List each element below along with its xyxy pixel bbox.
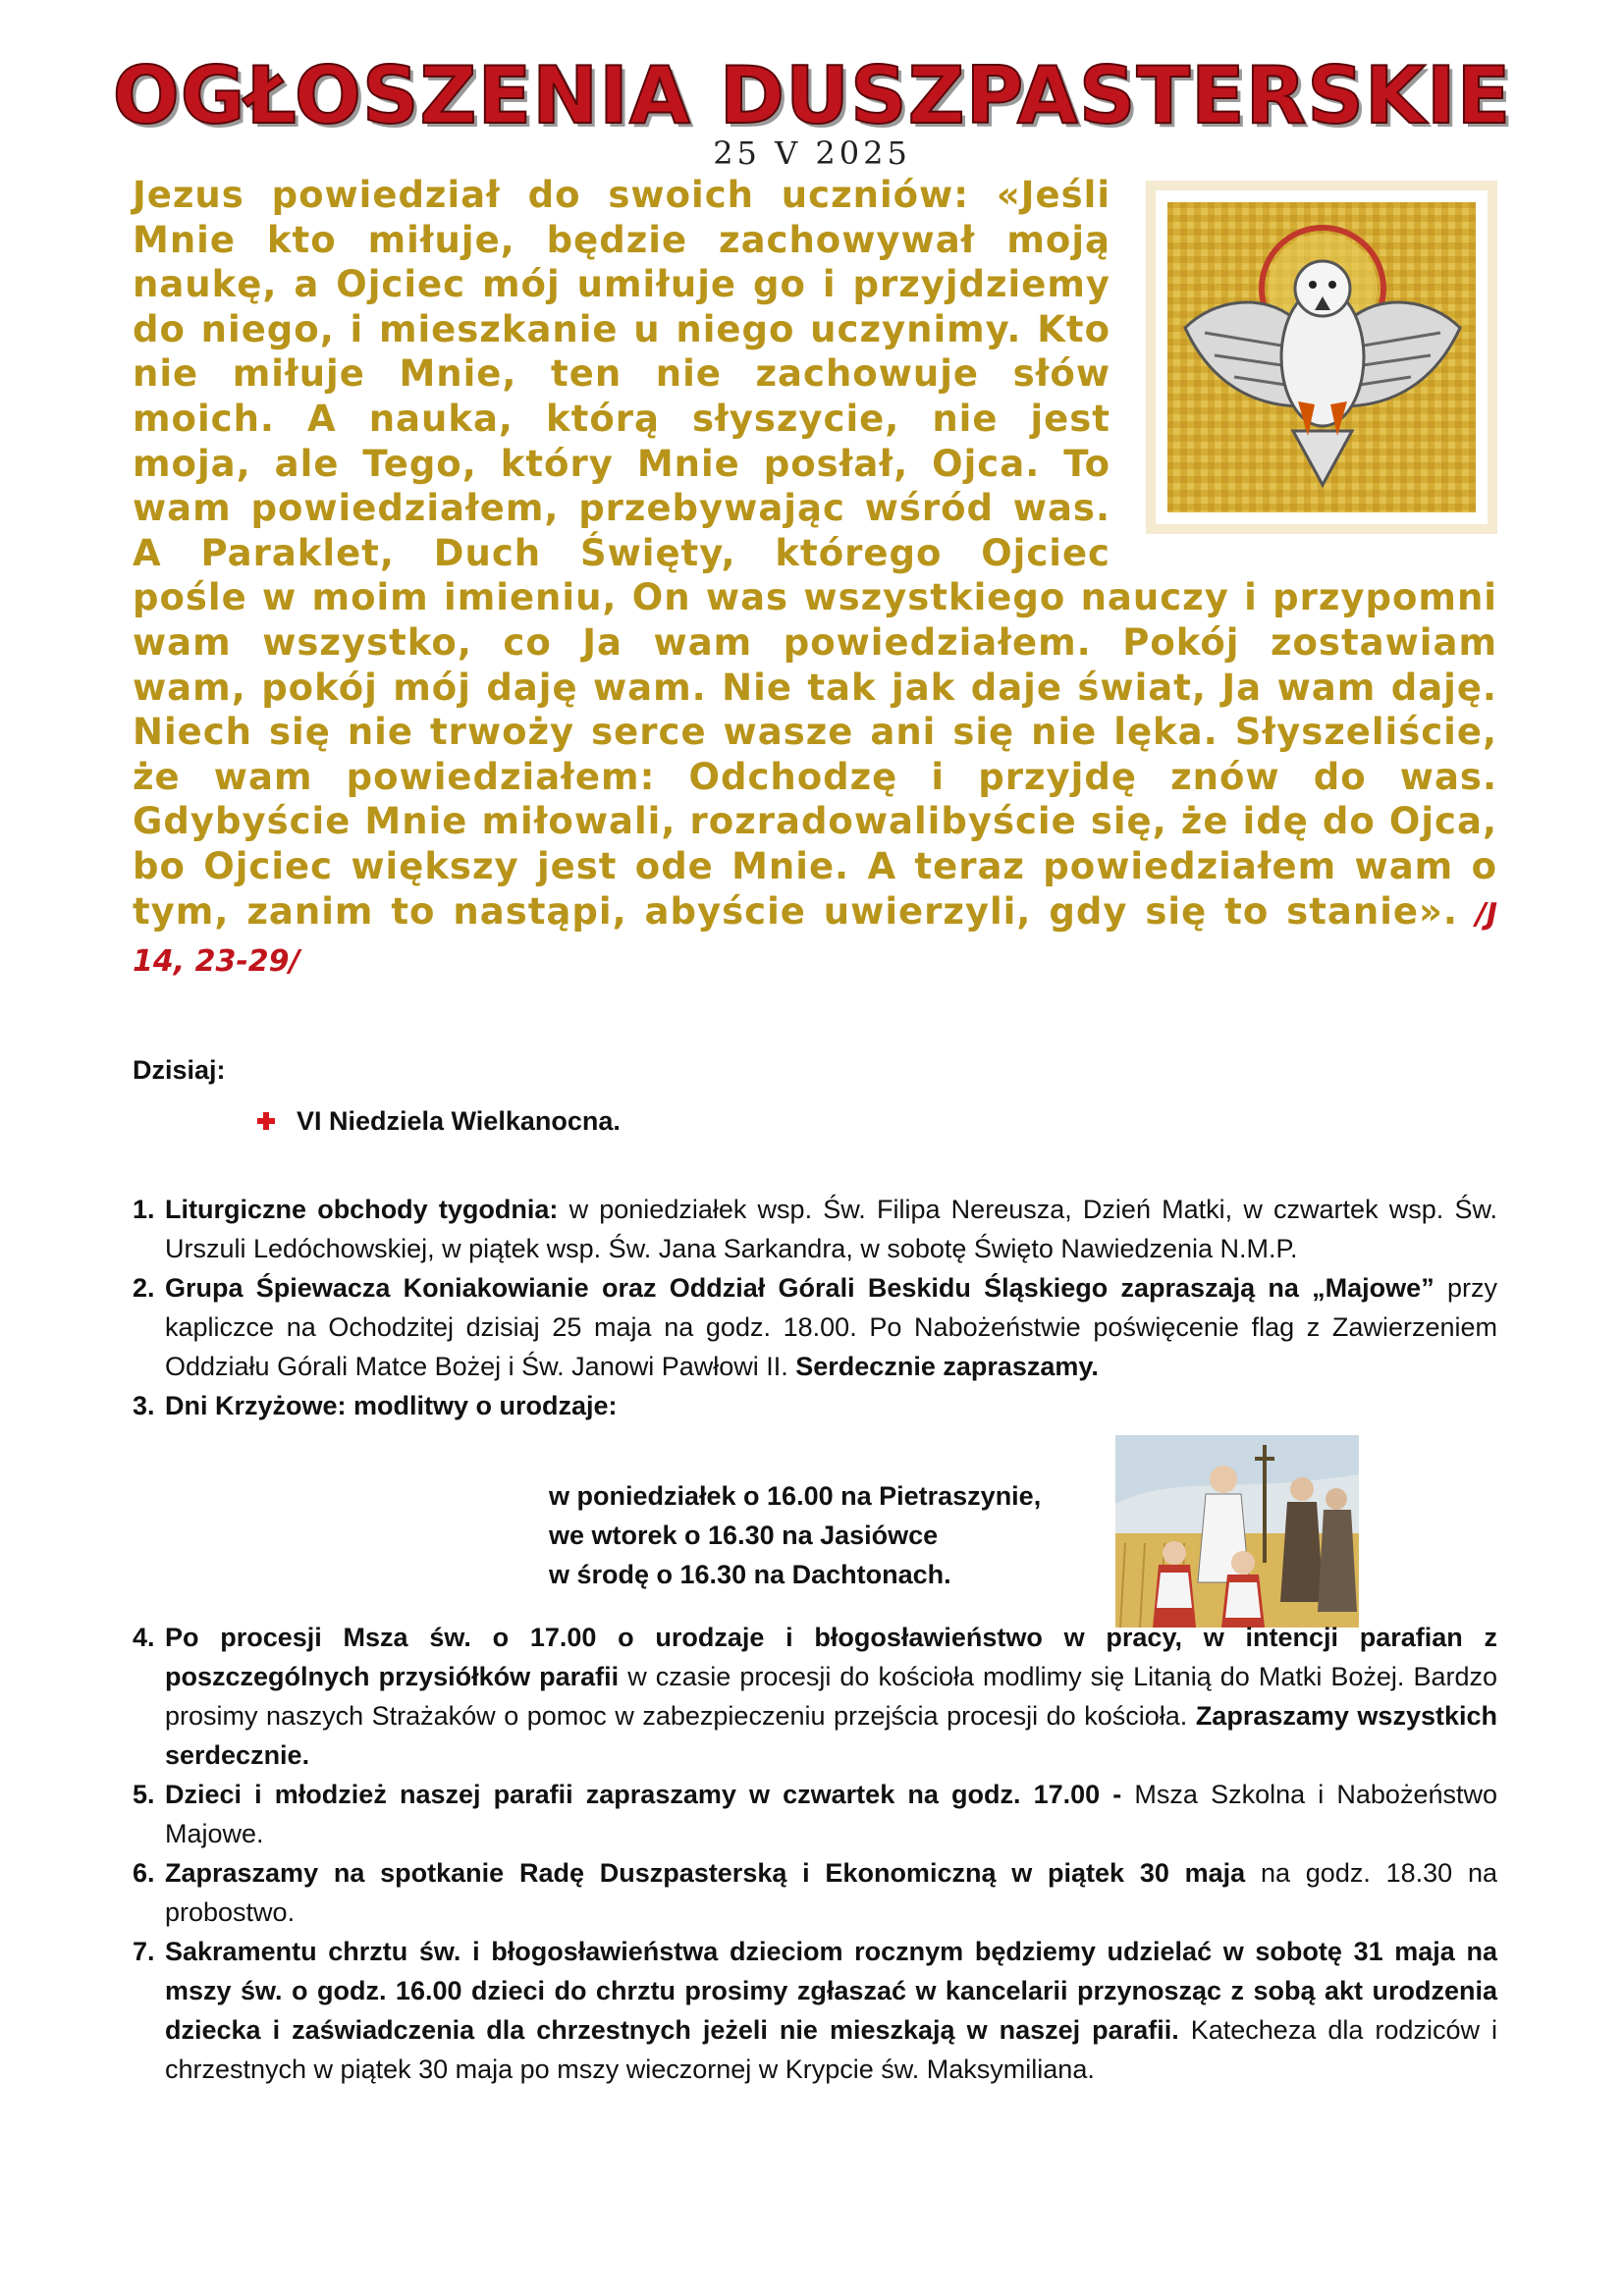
- today-label: Dzisiaj:: [133, 1055, 226, 1085]
- announcement-item-4: [133, 1618, 1497, 1775]
- gospel-reference: /J 14, 23-29/: [133, 896, 1498, 980]
- item-number: 7.: [133, 1937, 155, 1966]
- item-bold-text: Po procesji Msza św. o 17.00 o urodzaje i błogosławieństwo w pracy, w intencji parafian z poszczególnych przysiółków parafii: [165, 1623, 1497, 1691]
- announcements-section: [133, 1050, 1497, 2089]
- announcement-list: [133, 1190, 1497, 2089]
- item-bold-text: Dni Krzyżowe: modlitwy o urodzaje:: [165, 1391, 618, 1420]
- item-bold-text: Liturgiczne obchody tygodnia:: [165, 1195, 559, 1224]
- schedule-line: w poniedziałek o 16.00 na Pietraszynie,: [549, 1481, 1042, 1511]
- announcement-item-1: [133, 1190, 1497, 1268]
- item-number: 6.: [133, 1858, 155, 1888]
- item-bold-text: Grupa Śpiewacza Koniakowianie oraz Oddział Górali Beskidu Śląskiego zapraszają na „Majowe”: [165, 1273, 1435, 1303]
- announcement-item-3: [133, 1386, 1497, 1618]
- item-number: 2.: [133, 1273, 155, 1303]
- today-item: [255, 1101, 1497, 1141]
- item-number: 5.: [133, 1780, 155, 1809]
- announcement-item-7: [133, 1932, 1497, 2089]
- announcement-item-6: [133, 1853, 1497, 1932]
- item-bold-closing: Serdecznie zapraszamy.: [795, 1352, 1099, 1381]
- red-cross-icon: [255, 1110, 277, 1132]
- item-text: w poniedziałek wsp. Św. Filipa Nereusza, Dzień Matki, w czwartek wsp. Św. Urszuli Ledóchowskiej, w piątek wsp. Św. Jana Sarkandra, w sobotę Święto Nawiedzenia N.M.P.: [165, 1195, 1497, 1263]
- item-text: przy kapliczce na Ochodzitej dzisiaj 25 maja na godz. 18.00. Po Nabożeństwie poświęcenie flag z Zawierzeniem Oddziału Górali Matce Bożej i Św. Janowi Pawłowi II.: [165, 1273, 1497, 1381]
- item-text: Msza Szkolna i Nabożeństwo Majowe.: [165, 1780, 1497, 1848]
- gospel-text: Jezus powiedział do swoich uczniów: «Jeśli Mnie kto miłuje, będzie zachowywał moją naukę, a Ojciec mój umiłuje go i przyjdziemy do niego, i mieszkanie u niego uczynimy. Kto nie miłuje Mnie, ten nie zachowuje słów moich. A nauka, którą słyszycie, nie jest moja, ale Tego, który Mnie posłał, Ojca. To wam powiedziałem, przebywając wśród was. A Paraklet, Duch Święty, którego Ojciec pośle w moim imieniu, On was wszystkiego nauczy i przypomni wam wszystko, co Ja wam powiedziałem. Pokój zostawiam wam, pokój mój daję wam. Nie tak jak daje świat, Ja wam daję. Niech się nie trwoży serce wasze ani się nie lęka. Słyszeliście, że wam powiedziałem: Odchodzę i przyjdę znów do was. Gdybyście Mnie miłowali, rozradowalibyście się, że idę do Ojca, bo Ojciec większy jest ode Mnie. A teraz powiedziałem wam o tym, zanim to nastąpi, abyście uwierzyli, gdy się to stanie».: [133, 174, 1497, 933]
- announcement-item-2: [133, 1268, 1497, 1386]
- schedule-line: w środę o 16.30 na Dachtonach.: [549, 1560, 951, 1589]
- rogation-schedule: [165, 1425, 1497, 1618]
- item-text: w czasie procesji do kościoła modlimy się Litanią do Matki Bożej. Bardzo prosimy naszych Strażaków o pomoc w zabezpieczeniu przejścia procesji do kościoła.: [165, 1662, 1497, 1731]
- page-date: 25 V 2025: [713, 134, 911, 172]
- rogation-procession-icon: [1115, 1435, 1359, 1628]
- holy-spirit-dove-icon: [1146, 181, 1497, 534]
- item-number: 4.: [133, 1623, 155, 1652]
- item-bold-closing: Zapraszamy wszystkich serdecznie.: [165, 1701, 1497, 1770]
- today-item-text: VI Niedziela Wielkanocna.: [297, 1106, 621, 1136]
- item-number: 3.: [133, 1391, 155, 1420]
- schedule-line: we wtorek o 16.30 na Jasiówce: [549, 1521, 939, 1550]
- page-title: OGŁOSZENIA DUSZPASTERSKIE: [112, 50, 1512, 141]
- item-bold-text: Zapraszamy na spotkanie Radę Duszpasterską i Ekonomiczną w piątek 30 maja: [165, 1858, 1246, 1888]
- rogation-lines: [549, 1476, 1041, 1594]
- gospel-passage: [133, 173, 1497, 985]
- item-number: 1.: [133, 1195, 155, 1224]
- item-text: na godz. 18.30 na probostwo.: [165, 1858, 1498, 1927]
- item-bold-text: Sakramentu chrztu św. i błogosławieństwa dzieciom rocznym będziemy udzielać w sobotę 31 maja na mszy św. o godz. 16.00 dzieci do chrztu prosimy zgłaszać w kancelarii przynosząc z sobą akt urodzenia dziecka i zaświadczenia dla chrzestnych jeżeli nie mieszkają w naszej parafii.: [165, 1937, 1497, 2045]
- item-bold-text: Dzieci i młodzież naszej parafii zapraszamy w czwartek na godz. 17.00 -: [165, 1780, 1122, 1809]
- announcement-item-5: [133, 1775, 1497, 1853]
- item-text: Katecheza dla rodziców i chrzestnych w piątek 30 maja po mszy wieczornej w Krypcie św. Maksymiliana.: [165, 2015, 1497, 2084]
